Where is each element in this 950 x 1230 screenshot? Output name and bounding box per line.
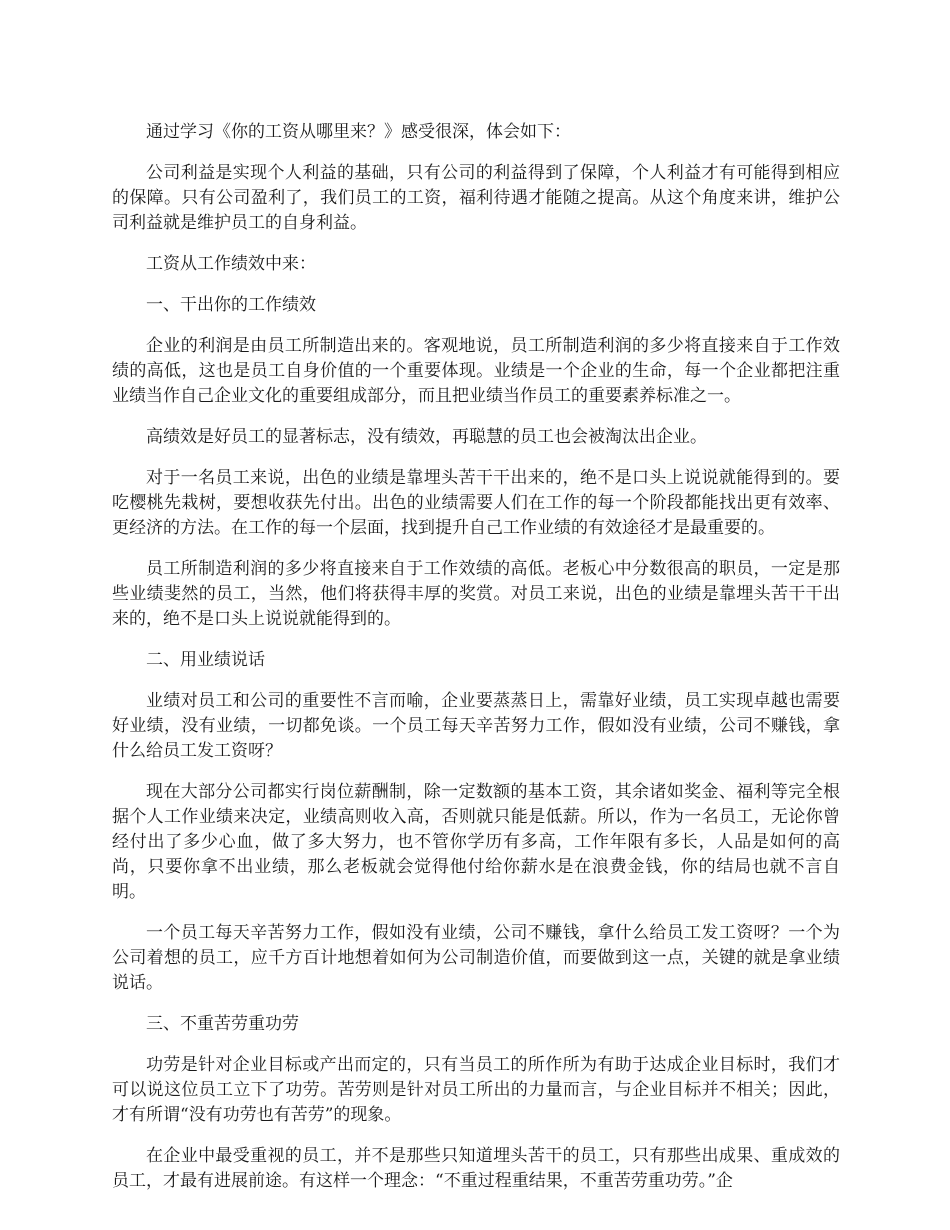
body-paragraph: 一个员工每天辛苦努力工作，假如没有业绩，公司不赚钱，拿什么给员工发工资呀？一个为公司着想的员工，应千方百计地想着如何为公司制造价值，而要做到这一点，关键的就是拿业绩说话。	[112, 923, 840, 993]
body-paragraph: 业绩对员工和公司的重要性不言而喻，企业要蒸蒸日上，需靠好业绩，员工实现卓越也需要好业绩，没有业绩，一切都免谈。一个员工每天辛苦努力工作，假如没有业绩，公司不赚钱，拿什么给员工发工资呀？	[112, 691, 840, 761]
body-paragraph: 现在大部分公司都实行岗位薪酬制，除一定数额的基本工资，其余诸如奖金、福利等完全根据个人工作业绩来决定，业绩高则收入高，否则就只能是低薪。所以，作为一名员工，无论你曾经付出了多少心血，做了多大努力，也不管你学历有多高，工作年限有多长，人品是如何的高尚，只要你拿不出业绩，那么老板就会觉得他付给你薪水是在浪费金钱，你的结局也就不言自明。	[112, 782, 840, 902]
section-heading: 二、用业绩说话	[146, 650, 265, 670]
document-page	[112, 120, 840, 1210]
section-heading: 三、不重苦劳重功劳	[146, 1014, 299, 1034]
body-paragraph: 企业的利润是由员工所制造出来的。客观地说，员工所制造利润的多少将直接来自于工作效绩的高低，这也是员工自身价值的一个重要体现。业绩是一个企业的生命，每一个企业都把注重业绩当作自己企业文化的重要组成部分，而且把业绩当作员工的重要素养标准之一。	[112, 336, 840, 406]
intro-paragraph: 通过学习《你的工资从哪里来？》感受很深，体会如下：	[146, 122, 571, 142]
body-paragraph: 功劳是针对企业目标或产出而定的，只有当员工的所作所为有助于达成企业目标时，我们才可以说这位员工立下了功劳。苦劳则是针对员工所出的力量而言，与企业目标并不相关；因此，才有所谓“没有功劳也有苦劳”的现象。	[112, 1055, 840, 1125]
body-paragraph: 在企业中最受重视的员工，并不是那些只知道埋头苦干的员工，只有那些出成果、重成效的员工，才最有进展前途。有这样一个理念：“不重过程重结果，不重苦劳重功劳。”企	[112, 1146, 840, 1191]
body-paragraph: 公司利益是实现个人利益的基础，只有公司的利益得到了保障，个人利益才有可能得到相应的保障。只有公司盈利了，我们员工的工资，福利待遇才能随之提高。从这个角度来讲，维护公司利益就是维护员工的自身利益。	[112, 163, 840, 233]
body-paragraph: 员工所制造利润的多少将直接来自于工作效绩的高低。老板心中分数很高的职员，一定是那些业绩斐然的员工，当然，他们将获得丰厚的奖赏。对员工来说，出色的业绩是靠埋头苦干干出来的，绝不是口头上说说就能得到的。	[112, 559, 840, 629]
section-heading: 一、干出你的工作绩效	[146, 295, 316, 315]
body-paragraph: 工资从工作绩效中来：	[146, 254, 316, 274]
body-paragraph: 对于一名员工来说，出色的业绩是靠埋头苦干干出来的，绝不是口头上说说就能得到的。要吃樱桃先栽树，要想收获先付出。出色的业绩需要人们在工作的每一个阶段都能找出更有效率、更经济的方法。在工作的每一个层面，找到提升自己工作业绩的有效途径才是最重要的。	[112, 468, 840, 538]
body-paragraph: 高绩效是好员工的显著标志，没有绩效，再聪慧的员工也会被淘汰出企业。	[146, 427, 707, 447]
